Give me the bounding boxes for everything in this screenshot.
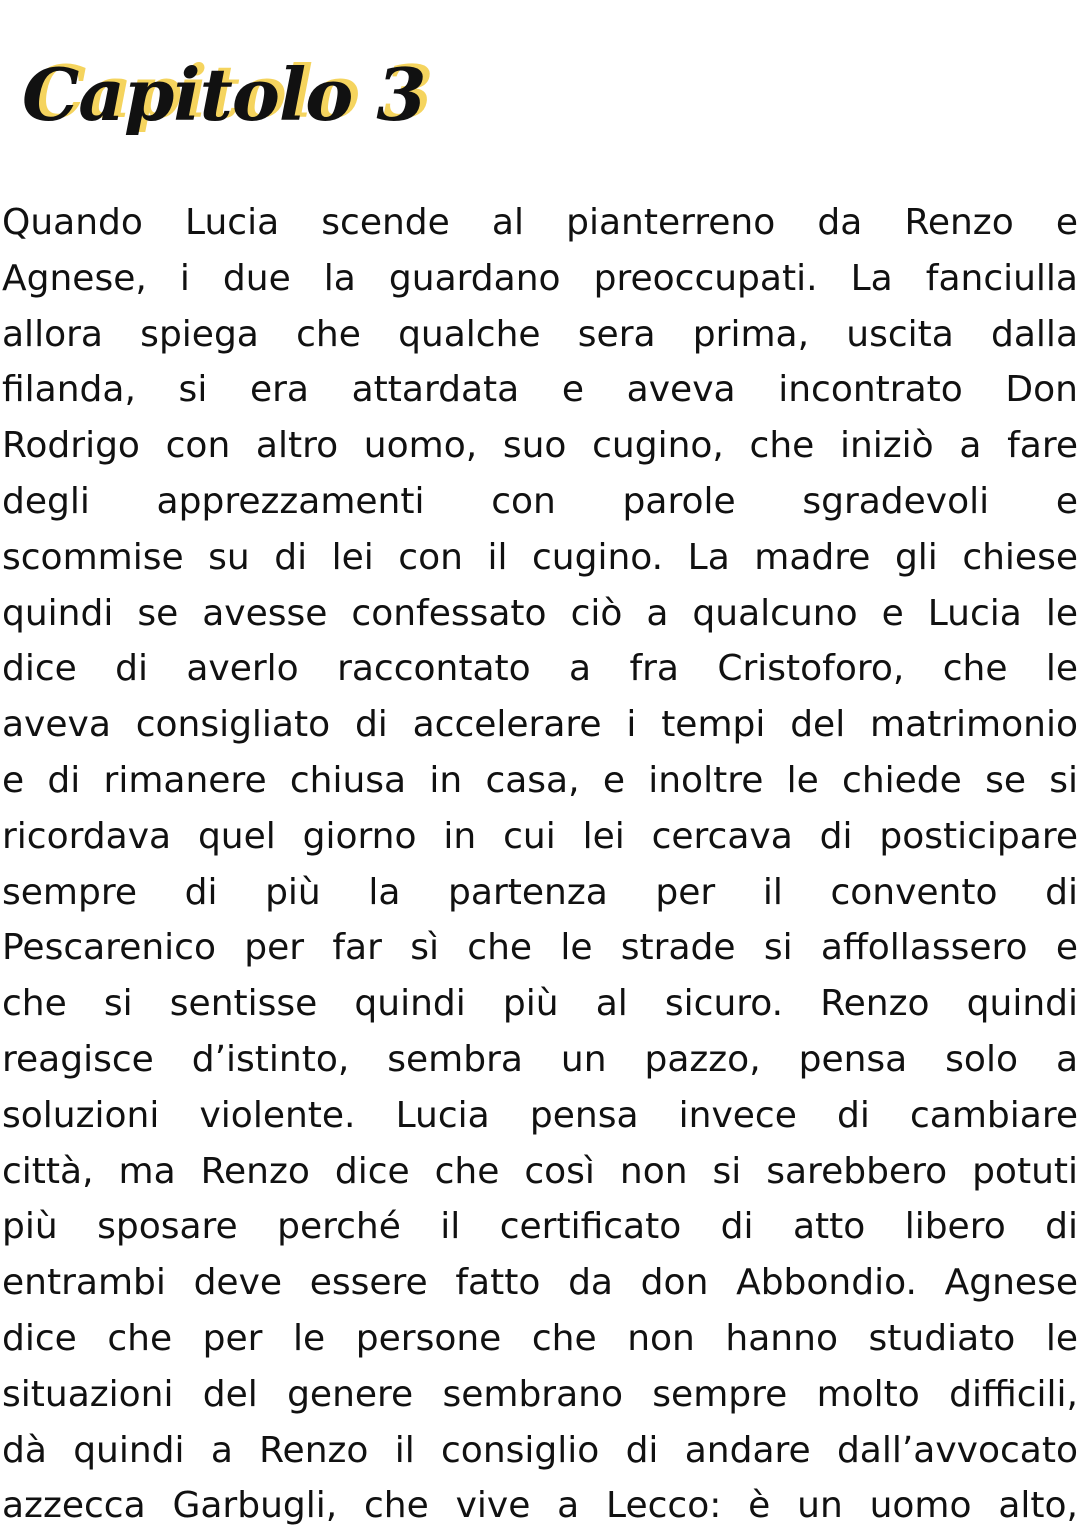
text-line: dice di averlo raccontato a fra Cristoforo, che le [2,648,1078,690]
text-line: e di rimanere chiusa in casa, e inoltre le chiede se si [2,759,1078,801]
text-line: Pescarenico per far sì che le strade si affollassero e [2,927,1078,969]
text-line: Rodrigo con altro uomo, suo cugino, che iniziò a fare [2,425,1078,467]
text-line: dà quindi a Renzo il consiglio di andare dall’avvocato [2,1429,1078,1471]
text-line: più sposare perché il certificato di atto libero di [2,1206,1078,1248]
text-line: ricordava quel giorno in cui lei cercava di posticipare [2,815,1078,857]
text-line: filanda, si era attardata e aveva incontrato Don [2,369,1078,411]
text-line: entrambi deve essere fatto da don Abbondio. Agnese [2,1262,1078,1304]
chapter-text [2,195,1078,1534]
text-line: allora spiega che qualche sera prima, uscita dalla [2,313,1078,355]
text-line: quindi se avesse confessato ciò a qualcuno e Lucia le [2,592,1078,634]
text-line: soluzioni violente. Lucia pensa invece di cambiare [2,1094,1078,1136]
text-line: degli apprezzamenti con parole sgradevoli e [2,480,1078,522]
text-line: sempre di più la partenza per il convento di [2,871,1078,913]
text-line: azzecca Garbugli, che vive a Lecco: è un uomo alto, [2,1485,1078,1527]
text-line: aveva consigliato di accelerare i tempi del matrimonio [2,704,1078,746]
text-line: città, ma Renzo dice che così non si sarebbero potuti [2,1150,1078,1192]
text-line: scommise su di lei con il cugino. La madre gli chiese [2,536,1078,578]
text-line: che si sentisse quindi più al sicuro. Renzo quindi [2,983,1078,1025]
text-line: reagisce d’istinto, sembra un pazzo, pensa solo a [2,1038,1078,1080]
text-line: Agnese, i due la guardano preoccupati. La fanciulla [2,257,1078,299]
chapter-title: Capitolo 3 [22,52,426,137]
text-line: dice che per le persone che non hanno studiato le [2,1317,1078,1359]
text-line: Quando Lucia scende al pianterreno da Renzo e [2,202,1078,243]
text-line: situazioni del genere sembrano sempre molto difficili, [2,1373,1078,1415]
